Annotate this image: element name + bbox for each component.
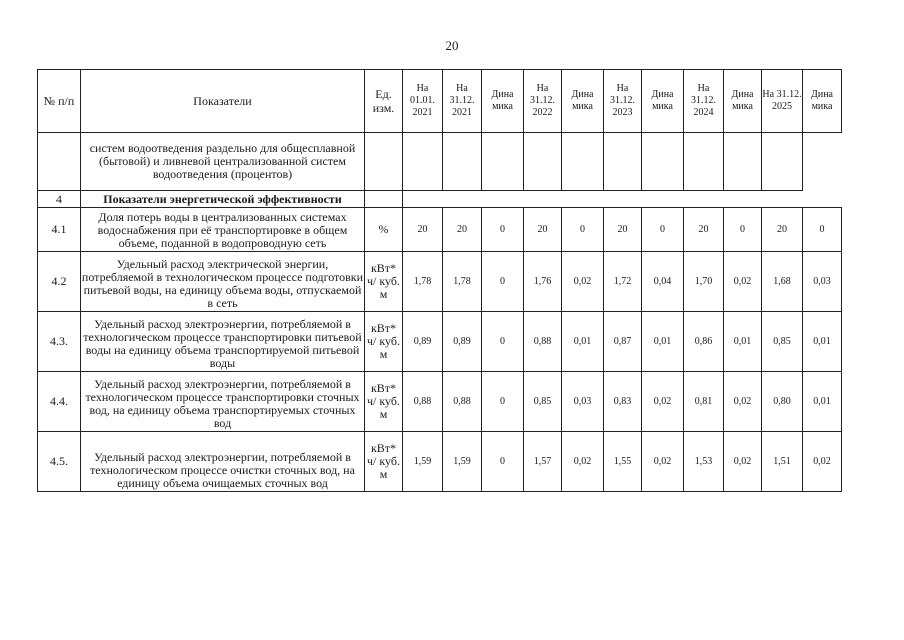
value-cell: 0,89 — [443, 312, 482, 372]
value-cell: 0 — [482, 312, 524, 372]
section-num: 4 — [38, 191, 81, 208]
header-row — [38, 70, 842, 133]
value-cell: 1,78 — [403, 252, 443, 312]
value-cell: 0,80 — [762, 372, 803, 432]
empty-cell — [684, 133, 724, 191]
empty-cell — [724, 133, 762, 191]
table-row — [38, 252, 842, 312]
header-unit: Ед. изм. — [365, 70, 403, 133]
empty-cell — [482, 133, 524, 191]
header-num: № п/п — [38, 70, 81, 133]
value-cell: 0,88 — [524, 312, 562, 372]
row-num: 4.5. — [38, 432, 81, 492]
header-col: Дина мика — [642, 70, 684, 133]
row-text: систем водоотведения раздельно для общесплавной (бытовой) и ливневой централизованной систем водоотведения (процентов) — [81, 133, 365, 191]
section-row — [38, 191, 842, 208]
value-cell: 1,68 — [762, 252, 803, 312]
row-num: 4.3. — [38, 312, 81, 372]
page-number: 20 — [445, 38, 459, 53]
header-col: Дина мика — [562, 70, 604, 133]
empty-cell — [365, 191, 403, 208]
value-cell: 0,88 — [403, 372, 443, 432]
value-cell: 0,81 — [684, 372, 724, 432]
row-unit: кВт* ч/ куб. м — [365, 252, 403, 312]
value-cell: 0,88 — [443, 372, 482, 432]
value-cell: 1,78 — [443, 252, 482, 312]
empty-cell — [403, 133, 443, 191]
header-col: На 01.01. 2021 — [403, 70, 443, 133]
header-col: Дина мика — [803, 70, 842, 133]
header-col: Дина мика — [482, 70, 524, 133]
value-cell: 0,87 — [604, 312, 642, 372]
row-unit: кВт* ч/ куб. м — [365, 312, 403, 372]
value-cell: 1,72 — [604, 252, 642, 312]
value-cell: 1,53 — [684, 432, 724, 492]
empty-cell — [365, 133, 403, 191]
value-cell: 20 — [684, 208, 724, 252]
table-row — [38, 372, 842, 432]
row-unit: кВт* ч/ куб. м — [365, 372, 403, 432]
value-cell: 0,01 — [803, 372, 842, 432]
value-cell: 0 — [482, 208, 524, 252]
empty-cell — [443, 133, 482, 191]
empty-cell — [604, 133, 642, 191]
value-cell: 1,59 — [403, 432, 443, 492]
value-cell: 0,85 — [524, 372, 562, 432]
header-col: На 31.12. 2024 — [684, 70, 724, 133]
value-cell: 0,01 — [803, 312, 842, 372]
value-cell: 0,01 — [642, 312, 684, 372]
value-cell: 0,02 — [642, 372, 684, 432]
value-cell: 20 — [604, 208, 642, 252]
row-num: 4.4. — [38, 372, 81, 432]
row-num: 4.2 — [38, 252, 81, 312]
value-cell: 0 — [562, 208, 604, 252]
empty-cell — [642, 133, 684, 191]
value-cell: 0,02 — [724, 432, 762, 492]
row-text: Удельный расход электроэнергии, потребляемой в технологическом процессе транспортировки питьевой воды на единицу объема транспортируемой питьевой воды — [81, 312, 365, 372]
table-row — [38, 312, 842, 372]
value-cell: 0,02 — [803, 432, 842, 492]
empty-cell — [524, 133, 562, 191]
value-cell: 0,03 — [803, 252, 842, 312]
value-cell: 0,02 — [562, 432, 604, 492]
row-text: Удельный расход электроэнергии, потребляемой в технологическом процессе транспортировки сточных вод, на единицу объема транспортируемых сточных вод — [81, 372, 365, 432]
value-cell: 0 — [803, 208, 842, 252]
value-cell: 0,85 — [762, 312, 803, 372]
indicators-table — [37, 69, 842, 492]
value-cell: 0,01 — [562, 312, 604, 372]
value-cell: 0,01 — [724, 312, 762, 372]
continuation-row — [38, 133, 842, 191]
value-cell: 1,59 — [443, 432, 482, 492]
header-indicator: Показатели — [81, 70, 365, 133]
value-cell: 1,51 — [762, 432, 803, 492]
empty-cell — [762, 133, 803, 191]
value-cell: 0 — [482, 252, 524, 312]
value-cell: 1,55 — [604, 432, 642, 492]
header-col: Дина мика — [724, 70, 762, 133]
value-cell: 0 — [642, 208, 684, 252]
table-row — [38, 432, 842, 492]
value-cell: 0,83 — [604, 372, 642, 432]
header-col: На 31.12. 2023 — [604, 70, 642, 133]
value-cell: 0 — [724, 208, 762, 252]
value-cell: 0,89 — [403, 312, 443, 372]
empty-cell — [562, 133, 604, 191]
value-cell: 1,76 — [524, 252, 562, 312]
section-title: Показатели энергетической эффективности — [81, 191, 365, 208]
value-cell: 0,02 — [724, 252, 762, 312]
row-unit: кВт* ч/ куб. м — [365, 432, 403, 492]
row-num — [38, 133, 81, 191]
row-text: Удельный расход электрической энергии, потребляемой в технологическом процессе подготовки питьевой воды, на единицу объема воды, отпускаемой в сеть — [81, 252, 365, 312]
value-cell: 0,03 — [562, 372, 604, 432]
section-blank — [403, 191, 842, 208]
row-text: Удельный расход электроэнергии, потребляемой в технологическом процессе очистки сточных вод, на единицу объема очищаемых сточных вод — [81, 432, 365, 492]
value-cell: 1,57 — [524, 432, 562, 492]
header-col: На 31.12. 2021 — [443, 70, 482, 133]
value-cell: 20 — [524, 208, 562, 252]
value-cell: 0 — [482, 432, 524, 492]
header-col: На 31.12. 2022 — [524, 70, 562, 133]
row-unit: % — [365, 208, 403, 252]
value-cell: 0,04 — [642, 252, 684, 312]
value-cell: 0,02 — [642, 432, 684, 492]
value-cell: 0 — [482, 372, 524, 432]
value-cell: 20 — [403, 208, 443, 252]
header-col: На 31.12. 2025 — [762, 70, 803, 133]
value-cell: 0,02 — [724, 372, 762, 432]
value-cell: 1,70 — [684, 252, 724, 312]
table-row — [38, 208, 842, 252]
row-text: Доля потерь воды в централизованных системах водоснабжения при её транспортировке в общем объеме, поданной в водопроводную сеть — [81, 208, 365, 252]
row-num: 4.1 — [38, 208, 81, 252]
value-cell: 0,02 — [562, 252, 604, 312]
value-cell: 0,86 — [684, 312, 724, 372]
value-cell: 20 — [443, 208, 482, 252]
value-cell: 20 — [762, 208, 803, 252]
